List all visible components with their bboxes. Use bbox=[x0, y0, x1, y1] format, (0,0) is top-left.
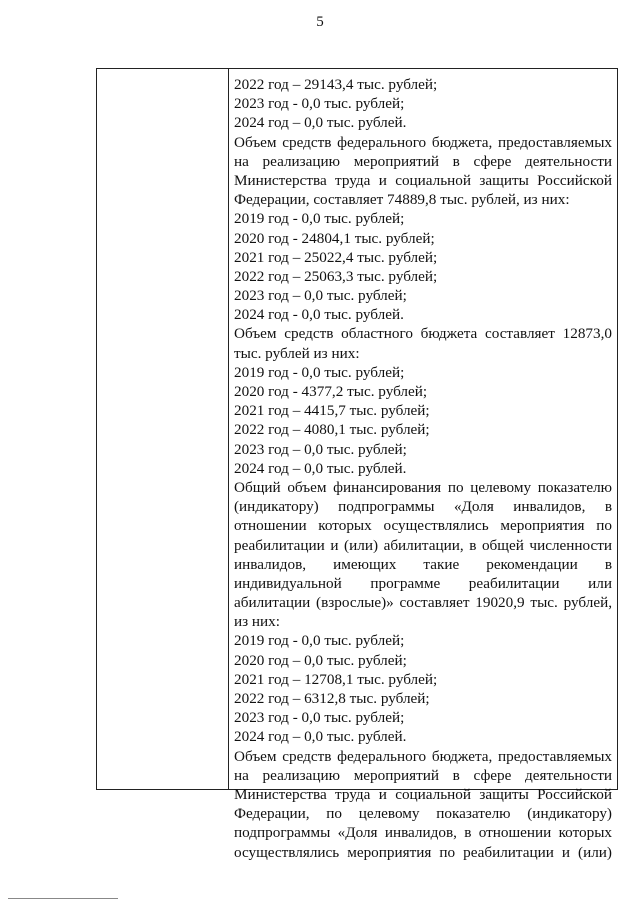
text-line: 2021 год – 4415,7 тыс. рублей; bbox=[234, 402, 430, 420]
text-line: подпрограммы «Доля инвалидов, в отношении которых bbox=[234, 824, 612, 842]
text-line: 2022 год – 4080,1 тыс. рублей; bbox=[234, 421, 430, 439]
text-line: 2022 год – 29143,4 тыс. рублей; bbox=[234, 76, 438, 93]
text-line: 2023 год - 0,0 тыс. рублей; bbox=[234, 95, 405, 113]
table-text-cell bbox=[229, 69, 617, 861]
text-line: 2020 год – 0,0 тыс. рублей; bbox=[234, 651, 407, 669]
text-line: 2023 год – 0,0 тыс. рублей; bbox=[234, 440, 407, 458]
page-number: 5 bbox=[316, 14, 324, 30]
text-line: Федерации, по целевому показателю (индикатору) bbox=[234, 805, 612, 823]
text-line: Объем средств федерального бюджета, предоставляемых bbox=[234, 747, 612, 765]
text-line: 2024 год – 0,0 тыс. рублей. bbox=[234, 114, 407, 132]
text-line: 2023 год – 0,0 тыс. рублей; bbox=[234, 287, 407, 305]
text-line: Министерства труда и социальной защиты Российской bbox=[234, 785, 612, 803]
text-line: осуществлялись мероприятия по реабилитации и (или) bbox=[234, 843, 612, 861]
text-line: 2020 год - 4377,2 тыс. рублей; bbox=[234, 383, 428, 400]
text-line: тыс. рублей из них: bbox=[234, 344, 360, 362]
text-line: отношении которых осуществлялись мероприятия по bbox=[234, 517, 612, 535]
text-line: 2019 год - 0,0 тыс. рублей; bbox=[234, 632, 405, 650]
text-line: индивидуальной программе реабилитации или bbox=[234, 574, 612, 592]
text-line: 2024 год – 0,0 тыс. рублей. bbox=[234, 728, 407, 746]
text-line: абилитации (взрослые)» составляет 19020,9 тыс. рублей, bbox=[234, 594, 612, 612]
text-line: 2019 год - 0,0 тыс. рублей; bbox=[234, 363, 405, 381]
text-line: Федерации, составляет 74889,8 тыс. рублей, из них: bbox=[234, 191, 570, 209]
text-line: реабилитации и (или) абилитации, в общей численности bbox=[234, 536, 612, 554]
table-left-cell bbox=[97, 69, 229, 789]
text-line: 2019 год - 0,0 тыс. рублей; bbox=[234, 210, 405, 228]
text-line: Министерства труда и социальной защиты Российской bbox=[234, 171, 612, 189]
text-line: Объем средств федерального бюджета, предоставляемых bbox=[234, 133, 612, 151]
funding-table bbox=[96, 68, 618, 861]
text-line: 2022 год – 6312,8 тыс. рублей; bbox=[234, 690, 430, 707]
text-line: на реализацию мероприятий в сфере деятельности bbox=[234, 766, 612, 784]
text-line: 2021 год – 25022,4 тыс. рублей; bbox=[234, 248, 438, 266]
text-line: Объем средств областного бюджета составляет 12873,0 bbox=[234, 325, 612, 343]
text-line: Общий объем финансирования по целевому показателю bbox=[234, 478, 612, 496]
text-line: 2022 год – 25063,3 тыс. рублей; bbox=[234, 267, 438, 285]
footer-rule bbox=[8, 898, 118, 899]
text-line: инвалидов, имеющих такие рекомендации в bbox=[234, 555, 612, 573]
text-line: 2020 год - 24804,1 тыс. рублей; bbox=[234, 229, 435, 247]
text-line: 2024 год - 0,0 тыс. рублей. bbox=[234, 306, 404, 324]
text-line: из них: bbox=[234, 613, 280, 631]
text-line: 2024 год – 0,0 тыс. рублей. bbox=[234, 459, 407, 477]
text-line: на реализацию мероприятий в сфере деятельности bbox=[234, 152, 612, 170]
text-line: 2023 год - 0,0 тыс. рублей; bbox=[234, 709, 405, 727]
text-line: 2021 год – 12708,1 тыс. рублей; bbox=[234, 670, 438, 688]
text-line: (индикатору) подпрограммы «Доля инвалидов, в bbox=[234, 498, 612, 516]
